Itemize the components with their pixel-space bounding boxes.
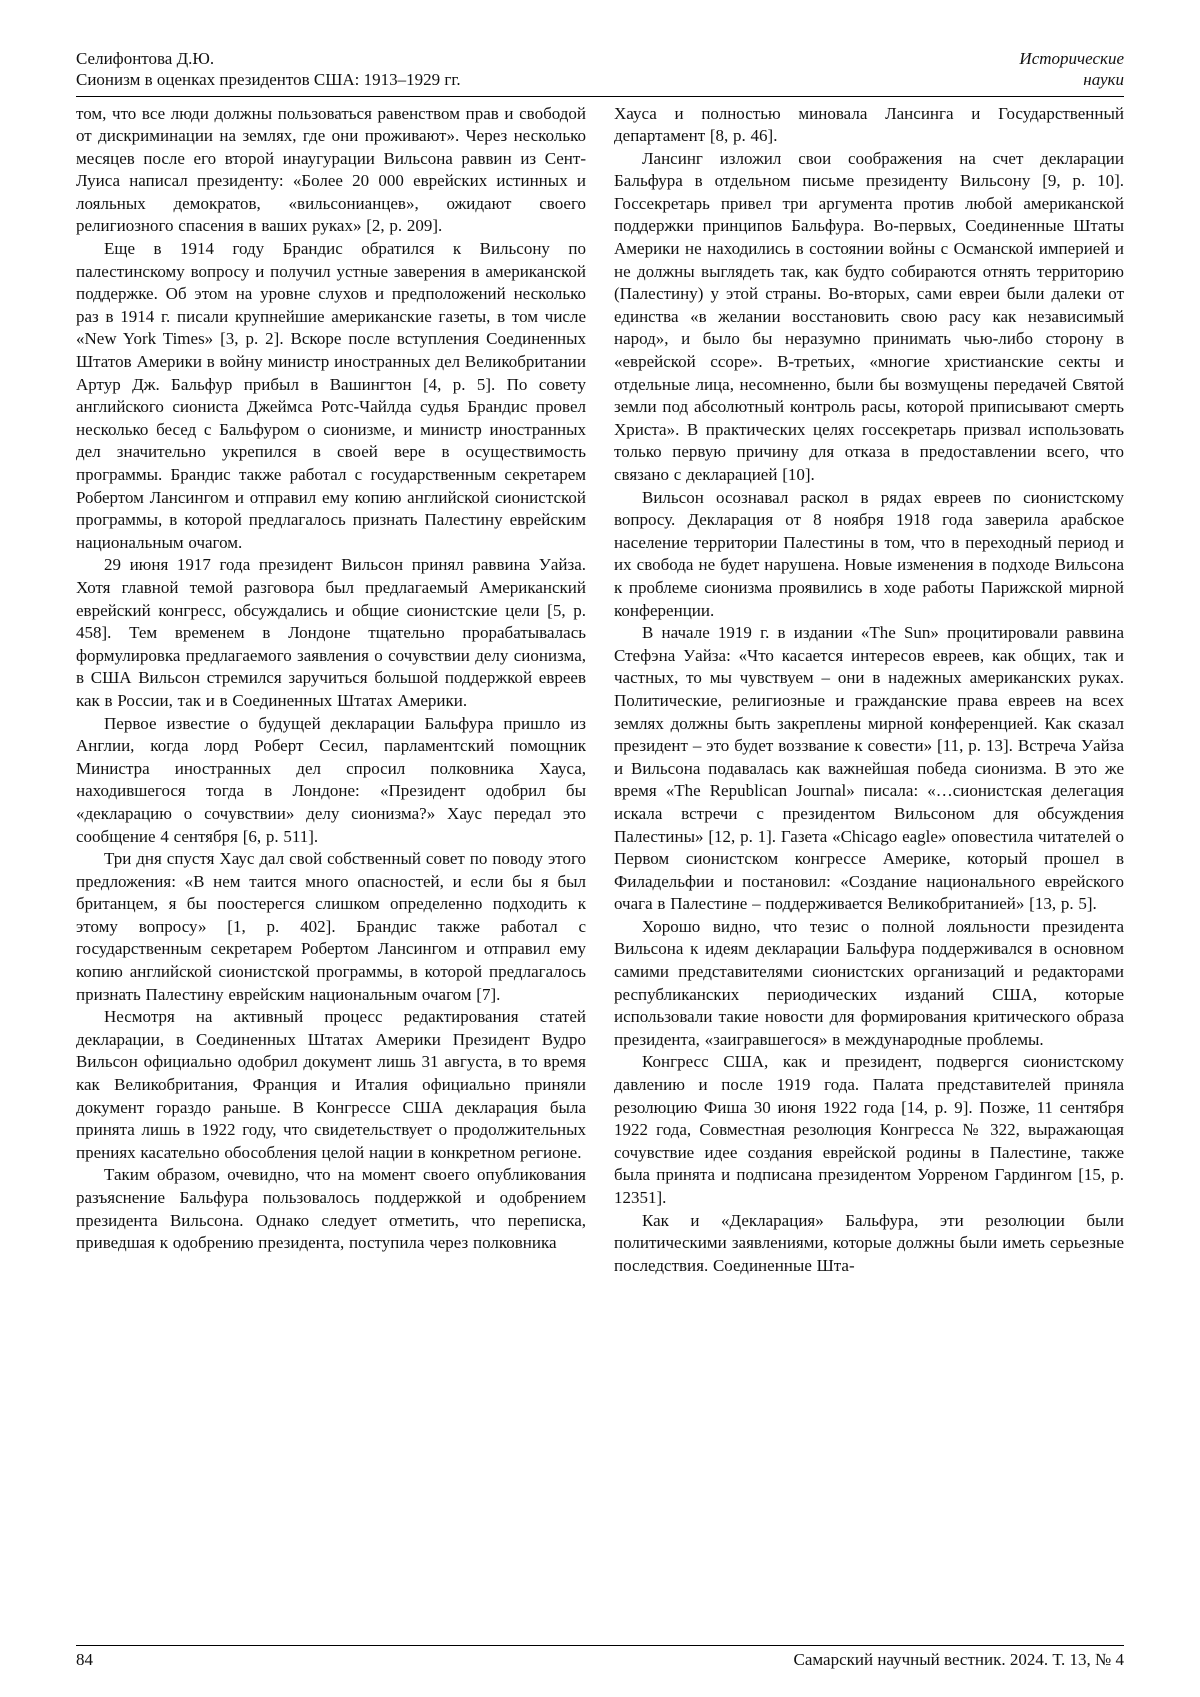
paragraph: Хорошо видно, что тезис о полной лояльности президента Вильсона к идеям декларации Бальфура поддерживался в основном самими представителями сионистских организаций и редакторами республиканских периодических изданий США, которые использовали такие новости для формирования критического образа президента, «заигравшегося» в международные проблемы. (614, 916, 1124, 1049)
footer-divider (76, 1645, 1124, 1646)
paragraph: том, что все люди должны пользоваться равенством прав и свободой от дискриминации на землях, где они проживают». Через несколько месяцев после его второй инаугурации Вильсона раввин из Сент-Луиса написал президенту: «Более 20 000 еврейских истинных и лояльных демократов, «вильсонианцев», ожидают своего религиозного спасения в ваших руках» [2, p. 209]. (76, 103, 586, 236)
paragraph: Вильсон осознавал раскол в рядах евреев по сионистскому вопросу. Декларация от 8 ноября 1918 года заверила арабское население территории Палестины в том, что в переходный период и их свобода не будет нарушена. Новые изменения в подходе Вильсона к проблеме сионизма проявились в ходе работы Парижской мирной конференции. (614, 487, 1124, 620)
journal-info: Самарский научный вестник. 2024. Т. 13, № 4 (793, 1649, 1124, 1669)
section-name (1019, 48, 1124, 91)
paragraph: Как и «Декларация» Бальфура, эти резолюции были политическими заявлениями, которые должны были иметь серьезные последствия. Соединенные Шта- (614, 1210, 1124, 1275)
section-name-line2: науки (1083, 70, 1124, 90)
paragraph: Хауса и полностью миновала Лансинга и Государственный департамент [8, p. 46]. (614, 103, 1124, 146)
header-divider (76, 96, 1124, 97)
paragraph: Лансинг изложил свои соображения на счет декларации Бальфура в отдельном письме президенту Вильсону [9, p. 10]. Госсекретарь привел три аргумента против любой американской поддержки принципов Бальфура. Во-первых, Соединенные Штаты Америки не находились в состоянии войны с Османской империей и не должны выглядеть так, как будто собираются отнять территорию (Палестину) у этой страны. Во-вторых, сами евреи были далеки от единства «в желании восстановить свою расу как независимый народ», и было бы неразумно принимать чью-либо сторону в «еврейской ссоре». В-третьих, «многие христианские секты и отдельные лица, несомненно, были бы возмущены передачей Святой земли под абсолютный контроль расы, которой приписывают смерть Христа». В практических целях госсекретарь призвал использовать только первую причину для отказа в предоставлении всего, что связано с декларацией [10]. (614, 148, 1124, 484)
right-column (614, 103, 1124, 1639)
paragraph: Таким образом, очевидно, что на момент своего опубликования разъяснение Бальфура пользовалось поддержкой и одобрением президента Вильсона. Однако следует отметить, что переписка, приведшая к одобрению президента, поступила через полковника (76, 1165, 586, 1253)
page-footer (76, 1649, 1124, 1671)
page-header (76, 48, 1124, 91)
running-title: Сионизм в оценках президентов США: 1913–1929 гг. (76, 70, 461, 90)
section-name-line1: Исторические (1019, 49, 1124, 68)
paragraph: Несмотря на активный процесс редактирования статей декларации, в Соединенных Штатах Америки Президент Вудро Вильсон официально одобрил документ лишь 31 августа, в то время как Великобритания, Франция и Италия официально приняли документ гораздо раньше. В Конгрессе США декларация была принята лишь в 1922 году, что свидетельствует о продолжительных прениях касательно обособления целой нации в конкретном регионе. (76, 1007, 586, 1162)
author-name: Селифонтова Д.Ю. (76, 49, 215, 68)
page-number: 84 (76, 1649, 93, 1669)
header-left (76, 48, 461, 91)
paragraph: Первое известие о будущей декларации Бальфура пришло из Англии, когда лорд Роберт Сесил, парламентский помощник Министра иностранных дел спросил полковника Хауса, находившегося тогда в Лондоне: «Президент одобрил бы «декларацию о сочувствии» делу сионизма?» Хаус передал это сообщение 4 сентября [6, p. 511]. (76, 713, 586, 846)
paragraph: Еще в 1914 году Брандис обратился к Вильсону по палестинскому вопросу и получил устные заверения в американской поддержке. Об этом на уровне слухов и предположений несколько раз в 1914 г. писали крупнейшие американские газеты, в том числе «New York Times» [3, p. 2]. Вскоре после вступления Соединенных Штатов Америки в войну министр иностранных дел Великобритании Артур Дж. Бальфур прибыл в Вашингтон [4, p. 5]. По совету английского сиониста Джеймса Ротс-Чайлда судья Брандис провел несколько бесед с Бальфуром о сионизме, и министр иностранных дел значительно укрепился в своей вере в осуществимость программы. Брандис также работал с государственным секретарем Робертом Лансингом и отправил ему копию английской сионистской программы, в которой предлагалось признать Палестину еврейским национальным очагом. (76, 239, 586, 552)
left-column (76, 103, 586, 1639)
article-body (76, 103, 1124, 1639)
paragraph: 29 июня 1917 года президент Вильсон принял раввина Уайза. Хотя главной темой разговора был предлагаемый Американский еврейский конгресс, обсуждались и общие сионистские цели [5, p. 458]. Тем временем в Лондоне тщательно прорабатывалась формулировка предлагаемого заявления о сочувствии делу сионизма, в США Вильсон стремился заручиться большой поддержкой евреев как в России, так и в Соединенных Штатах Америки. (76, 555, 586, 710)
paragraph: В начале 1919 г. в издании «The Sun» процитировали раввина Стефэна Уайза: «Что касается интересов евреев, как общих, так и частных, то мы чувствуем – они в надежных американских руках. Политические, религиозные и гражданские права евреев на всех землях должны быть закреплены мирной конференцией. Как сказал президент – это будет воззвание к совести» [11, p. 13]. Встреча Уайза и Вильсона подавалась как важнейшая победа сионизма. В это же время «The Republican Journal» писала: «…сионистская делегация искала встречи с президентом Вильсоном для обсуждения Палестины» [12, p. 1]. Газета «Chicago eagle» оповестила читателей о Первом сионистском конгрессе Америке, который прошел в Филадельфии и постановил: «Создание национального еврейского очага в Палестине – поддерживается Великобританией» [13, p. 5]. (614, 623, 1124, 914)
paragraph: Три дня спустя Хаус дал свой собственный совет по поводу этого предложения: «В нем таится много опасностей, и если бы я был британцем, я бы поостерегся слишком определенно подходить к этому вопросу» [1, p. 402]. Брандис также работал с государственным секретарем Робертом Лансингом и отправил ему копию английской сионистской программы, в которой предлагалось признать Палестину еврейским национальным очагом [7]. (76, 849, 586, 1004)
paragraph: Конгресс США, как и президент, подвергся сионистскому давлению и после 1919 года. Палата представителей приняла резолюцию Фиша 30 июня 1922 года [14, p. 9]. Позже, 11 сентября 1922 года, Совместная резолюция Конгресса № 322, выражающая сочувствие идее создания еврейской родины в Палестине, также была принята и подписана президентом Уорреном Гардингом [15, p. 12351]. (614, 1052, 1124, 1207)
